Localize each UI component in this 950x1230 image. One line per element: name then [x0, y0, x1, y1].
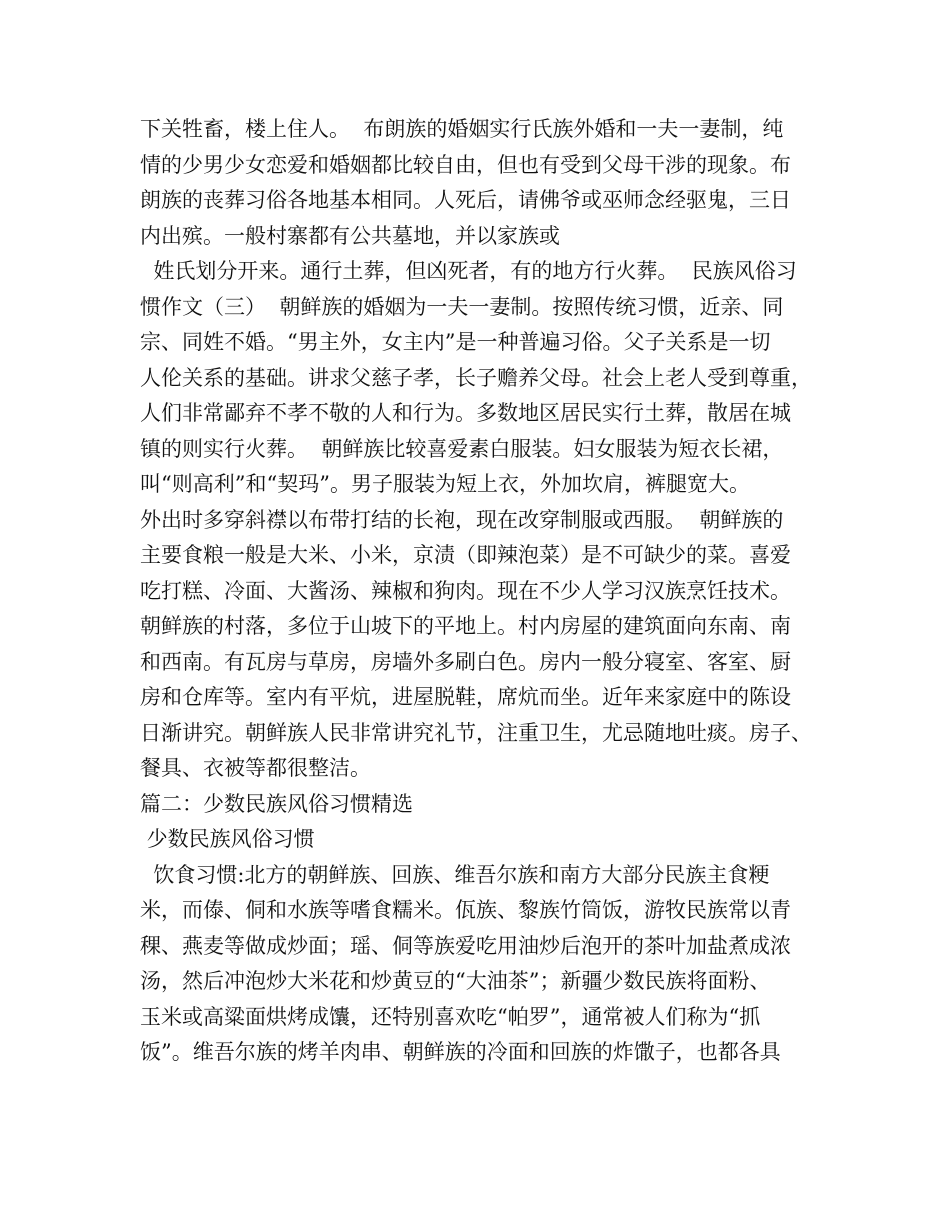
- text-line: 餐具、衣被等都很整洁。: [140, 756, 371, 780]
- text-line: 饮食习惯:北方的朝鲜族、回族、维吾尔族和南方大部分民族主食粳: [140, 862, 770, 887]
- text-line: 姓氏划分开来。通行土葬，但凶死者，有的地方行火葬。 民族风俗习: [140, 259, 797, 283]
- text-line: 下关牲畜，楼上住人。 布朗族的婚姻实行氏族外婚和一夫一妻制，纯: [140, 117, 784, 141]
- text-line: 吃打糕、冷面、大酱汤、辣椒和狗肉。现在不少人学习汉族烹饪技术。: [140, 578, 791, 603]
- text-line: 汤，然后冲泡炒大米花和炒黄豆的“大油茶”；新疆少数民族将面粉、: [140, 969, 771, 993]
- text-line: 叫“则高利”和“契玛”。男子服装为短上衣，外加坎肩，裤腿宽大。: [140, 472, 750, 496]
- text-line: 宗、同姓不婚。“男主外，女主内”是一种普遍习俗。父子关系是一切: [140, 330, 771, 354]
- text-line: 日渐讲究。朝鲜族人民非常讲究礼节，注重卫生，尤忌随地吐痰。房子、: [140, 720, 812, 745]
- text-line: 惯作文（三） 朝鲜族的婚姻为一夫一妻制。按照传统习惯，近亲、同: [140, 294, 784, 319]
- text-line: 朗族的丧葬习俗各地基本相同。人死后，请佛爷或巫师念经驱鬼，三日: [140, 188, 791, 212]
- text-line: 稞、燕麦等做成炒面；瑶、侗等族爱吃用油炒后泡开的茶叶加盐煮成浓: [140, 933, 791, 958]
- text-line: 和西南。有瓦房与草房，房墙外多刷白色。房内一般分寝室、客室、厨: [140, 649, 791, 674]
- section-subheading: 少数民族风俗习惯: [140, 827, 315, 851]
- text-line: 主要食粮一般是大米、小米，京渍（即辣泡菜）是不可缺少的菜。喜爱: [140, 543, 791, 567]
- text-line: 镇的则实行火葬。 朝鲜族比较喜爱素白服装。妇女服装为短衣长裙，: [140, 436, 784, 461]
- text-line: 外出时多穿斜襟以布带打结的长袍，现在改穿制服或西服。 朝鲜族的: [140, 507, 784, 532]
- text-line: 情的少男少女恋爱和婚姻都比较自由，但也有受到父母干涉的现象。布: [140, 152, 791, 177]
- text-line: 米，而傣、侗和水族等嗜食糯米。佤族、黎族竹筒饭，游牧民族常以青: [140, 898, 791, 922]
- text-line: 人伦关系的基础。讲求父慈子孝，长子赡养父母。社会上老人受到尊重，: [140, 365, 812, 390]
- document-body: [140, 112, 830, 1071]
- text-line: 内出殡。一般村寨都有公共墓地，并以家族或: [140, 223, 560, 248]
- text-line: 玉米或高粱面烘烤成馕，还特别喜欢吃“帕罗”，通常被人们称为“抓: [140, 1004, 761, 1029]
- text-line: 人们非常鄙弃不孝不敬的人和行为。多数地区居民实行土葬，散居在城: [140, 401, 791, 425]
- text-line: 房和仓库等。室内有平炕，进屋脱鞋，席炕而坐。近年来家庭中的陈设: [140, 685, 791, 709]
- section-heading: 篇二：少数民族风俗习惯精选: [140, 791, 413, 816]
- text-line: 饭”。维吾尔族的烤羊肉串、朝鲜族的冷面和回族的炸馓子，也都各具: [140, 1040, 781, 1064]
- text-line: 朝鲜族的村落，多位于山坡下的平地上。村内房屋的建筑面向东南、南: [140, 614, 791, 638]
